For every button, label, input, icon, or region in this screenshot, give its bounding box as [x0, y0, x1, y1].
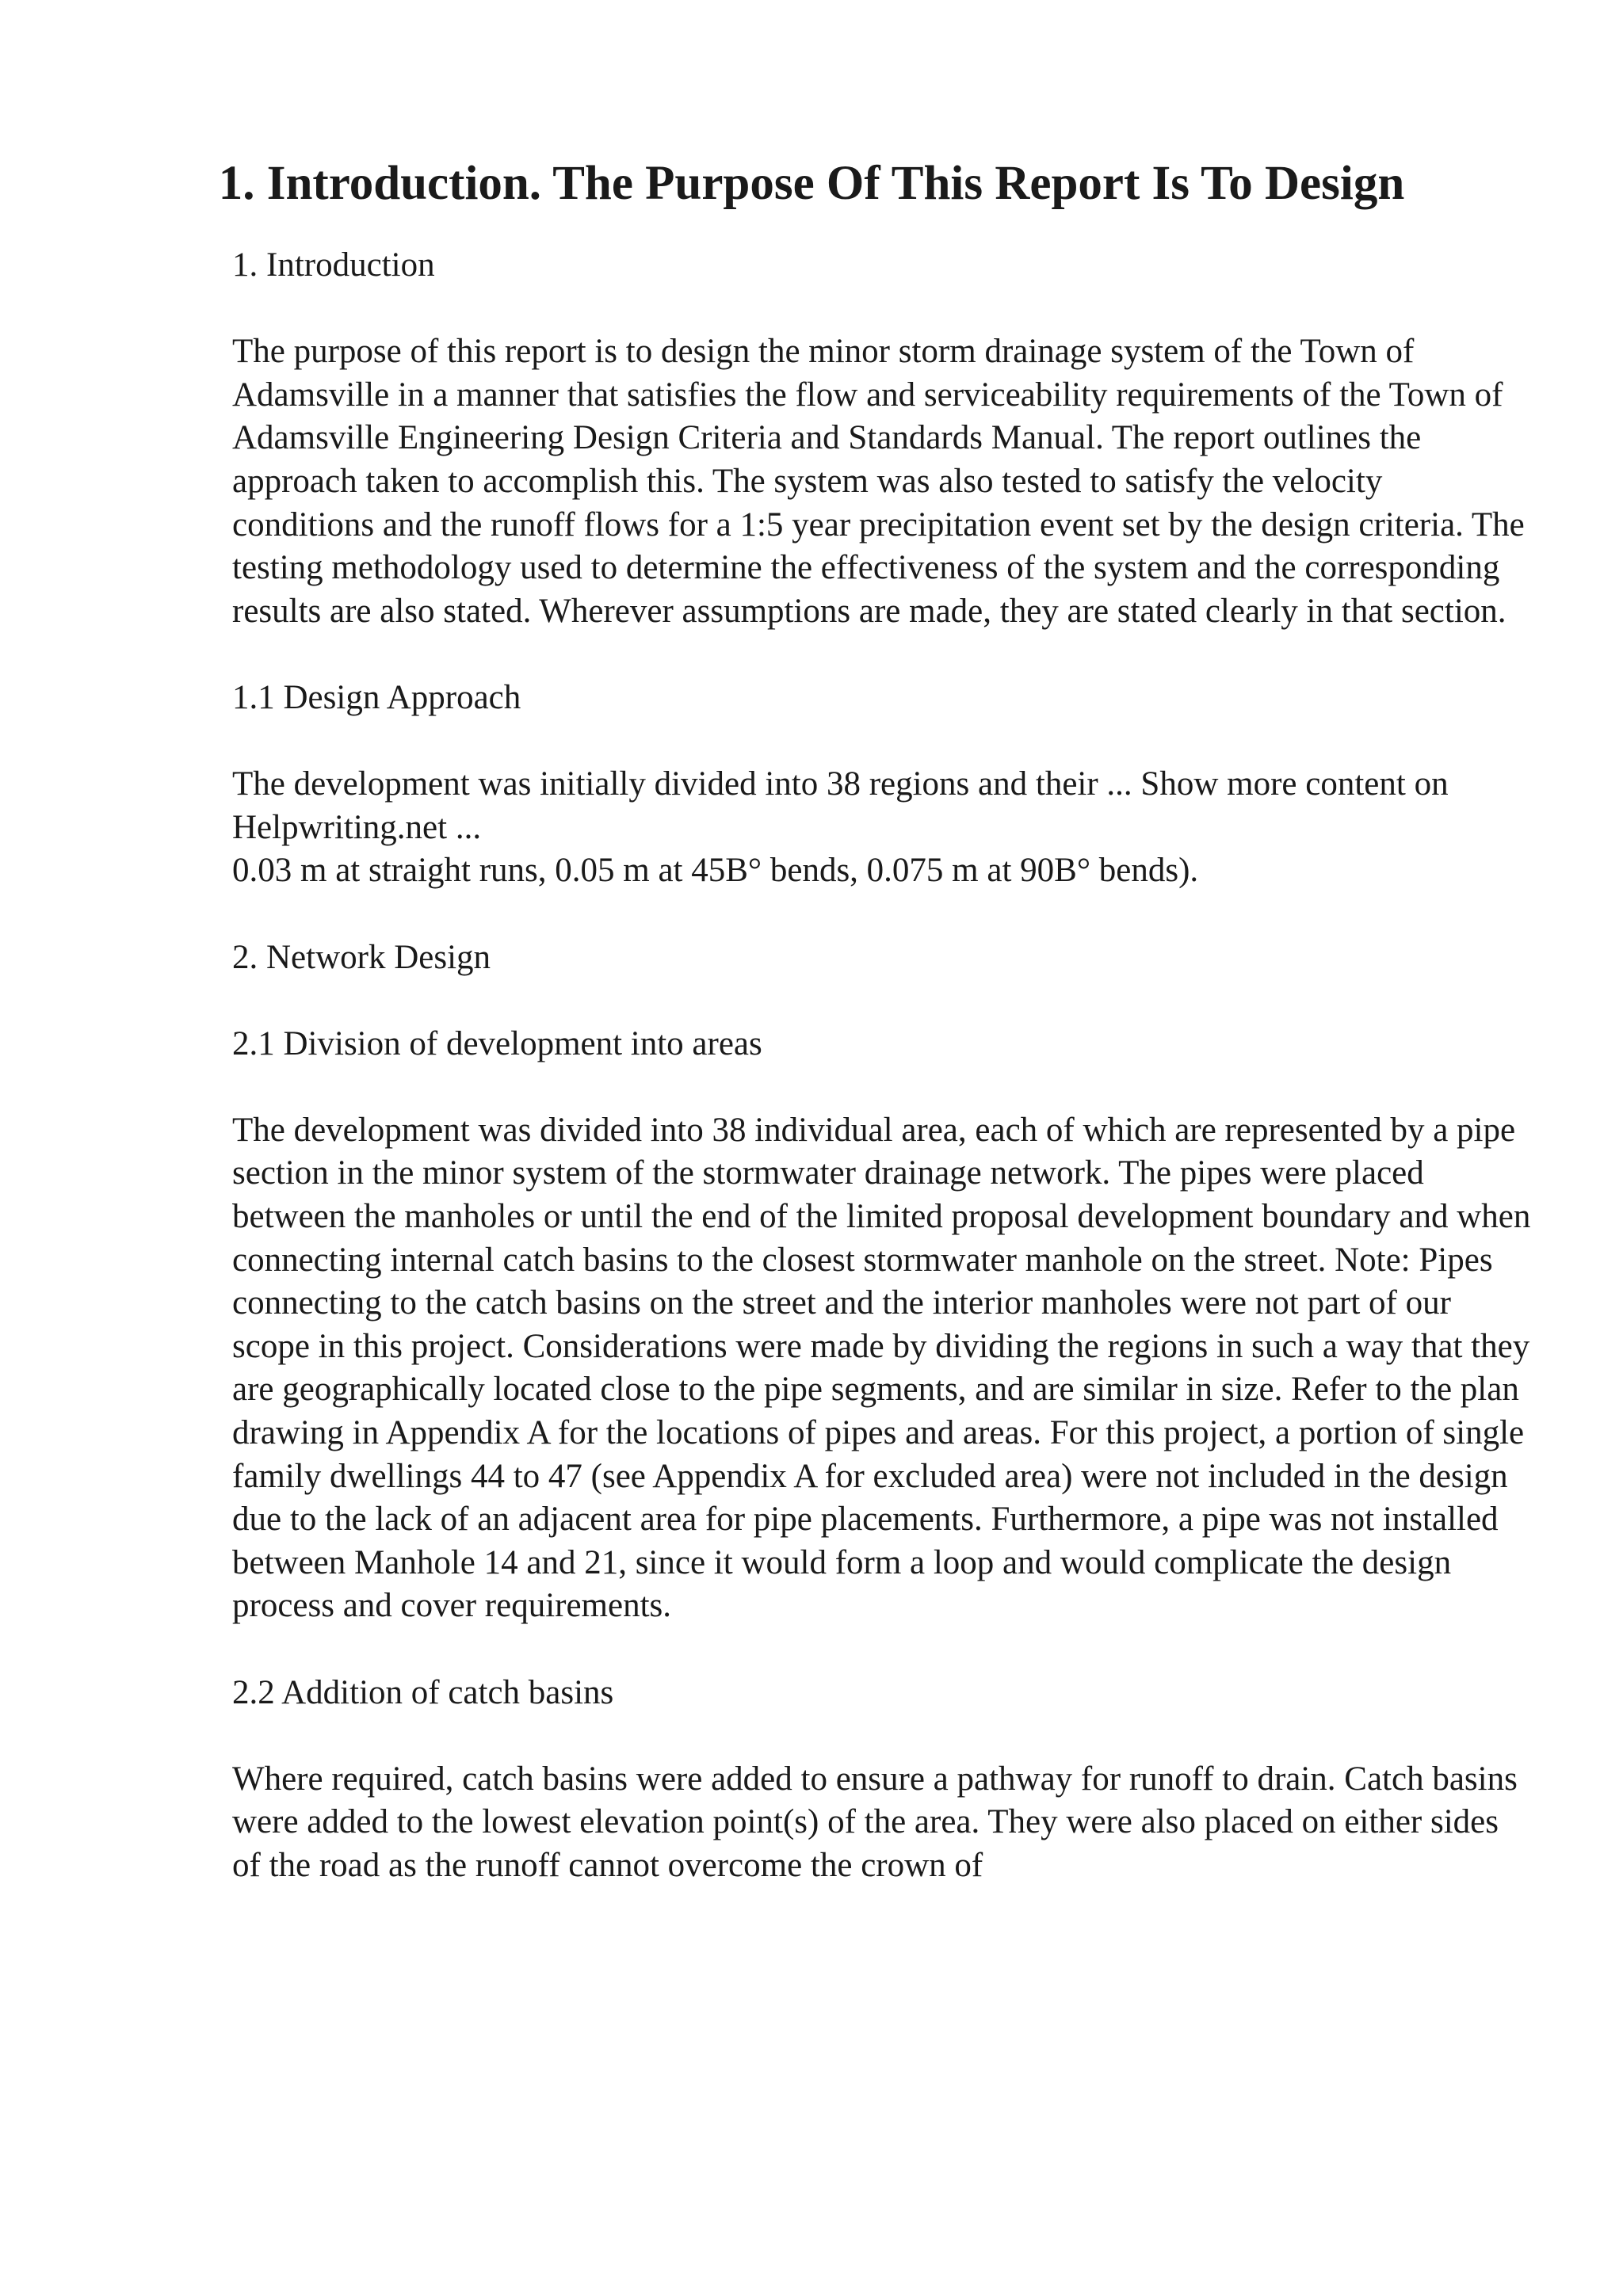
section-heading-network-design: 2. Network Design	[232, 938, 491, 976]
section-heading-catch-basins: 2.2 Addition of catch basins	[232, 1673, 614, 1711]
section-heading-introduction: 1. Introduction	[232, 246, 435, 284]
document-body	[232, 244, 1532, 1888]
section-heading-design-approach: 1.1 Design Approach	[232, 678, 521, 716]
paragraph-design-approach: The development was initially divided into 38 regions and their ... Show more content on Helpwriting.net ...	[232, 765, 1449, 846]
paragraph-division: The development was divided into 38 individual area, each of which are represented by a pipe section in the minor system of the stormwater drainage network. The pipes were placed between the manholes or until the end of the limited proposal development boundary and when connecting internal catch basins to the closest stormwater manhole on the street. Note: Pipes connecting to the catch basins on the street and the interior manholes were not part of our scope in this project. Considerations were made by dividing the regions in such a way that they are geographically located close to the pipe segments, and are similar in size. Refer to the plan drawing in Appendix A for the locations of pipes and areas. For this project, a portion of single family dwellings 44 to 47 (see Appendix A for excluded area) were not included in the design due to the lack of an adjacent area for pipe placements. Furthermore, a pipe was not installed between Manhole 14 and 21, since it would form a loop and would complicate the design process and cover requirements.	[232, 1111, 1531, 1625]
paragraph-introduction: The purpose of this report is to design the minor storm drainage system of the Town of Adamsville in a manner that satisfies the flow and serviceability requirements of the Town of Adamsville Engineering Design Criteria and Standards Manual. The report outlines the approach taken to accomplish this. The system was also tested to satisfy the velocity conditions and the runoff flows for a 1:5 year precipitation event set by the design criteria. The testing methodology used to determine the effectiveness of the system and the corresponding results are also stated. Wherever assumptions are made, they are stated clearly in that section.	[232, 333, 1525, 630]
paragraph-losses: 0.03 m at straight runs, 0.05 m at 45B° bends, 0.075 m at 90B° bends).	[232, 852, 1199, 890]
paragraph-catch-basins: Where required, catch basins were added to ensure a pathway for runoff to drain. Catch basins were added to the lowest elevation point(s) of the area. They were also placed on either sides of the road as the runoff cannot overcome the crown of	[232, 1760, 1518, 1884]
section-heading-division: 2.1 Division of development into areas	[232, 1024, 762, 1062]
page-title: 1. Introduction. The Purpose Of This Report Is To Design	[218, 157, 1405, 210]
